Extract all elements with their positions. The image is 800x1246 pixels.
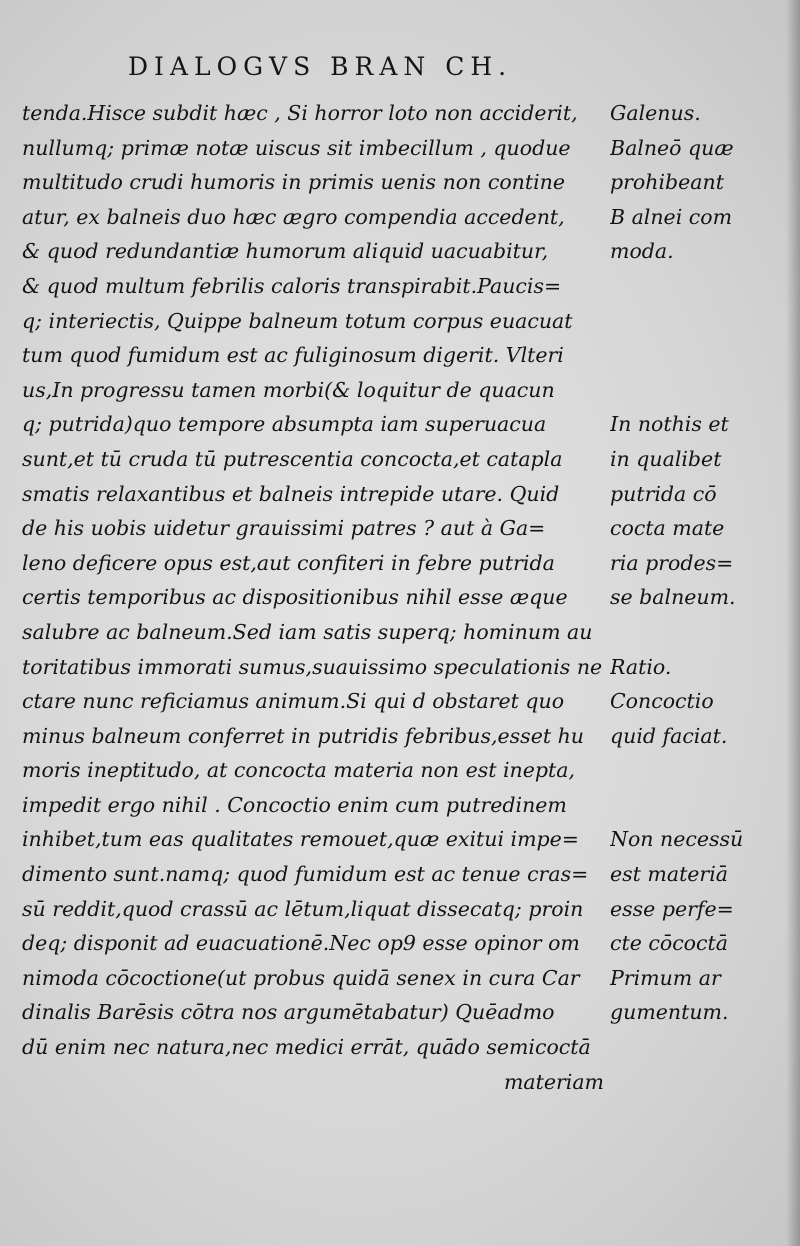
- text-line: inhibet,tum eas qualitates remouet,quæ exitui impe=: [22, 827, 579, 852]
- text-line: nimoda cōcoctione(ut probus quidā senex in cura Car: [22, 965, 580, 990]
- margin-note: Galenus.: [610, 101, 701, 125]
- margin-note: se balneum.: [610, 585, 736, 610]
- text-line: & quod multum febrilis caloris transpirabit.Paucis=: [22, 273, 562, 298]
- text-line: dinalis Barēsis cōtra nos argumētabatur) Quēadmo: [22, 1000, 555, 1025]
- margin-note: cte cōcoctā: [610, 931, 728, 956]
- margin-notes-column: [610, 96, 790, 1099]
- margin-note: esse perfe=: [610, 896, 734, 921]
- margin-note: est materiā: [610, 862, 729, 887]
- margin-note: In nothis et: [610, 412, 729, 437]
- text-line: tum quod fumidum est ac fuliginosum digerit. Vlteri: [22, 343, 564, 368]
- margin-note: Concoctio: [610, 689, 714, 714]
- text-line: atur, ex balneis duo hæc ægro compendia accedent,: [22, 204, 565, 229]
- text-line: deq; disponit ad euacuationē.Nec op9 esse opinor om: [22, 931, 580, 956]
- catchword: materiam: [503, 1069, 604, 1094]
- margin-note: [610, 788, 790, 823]
- margin-note: [610, 615, 790, 650]
- text-line: multitudo crudi humoris in primis uenis non contine: [22, 170, 566, 195]
- margin-note: Non necessū: [610, 827, 744, 852]
- text-line: tenda.Hisce subdit hæc , Si horror loto non acciderit,: [22, 101, 578, 125]
- margin-note: Primum ar: [610, 965, 721, 990]
- margin-note: putrida cō: [610, 481, 717, 506]
- text-line: ctare nunc reficiamus animum.Si qui d obstaret quo: [22, 689, 565, 714]
- text-line: dimento sunt.namq; quod fumidum est ac tenue cras=: [22, 862, 589, 887]
- margin-note: prohibeant: [610, 170, 724, 195]
- margin-note: cocta mate: [610, 516, 725, 541]
- text-line: us,In progressu tamen morbi(& loquitur de quacun: [22, 377, 555, 402]
- text-line: moris ineptitudo, at concocta materia non est inepta,: [22, 758, 575, 783]
- margin-note: moda.: [610, 239, 674, 264]
- margin-note: [610, 1030, 790, 1065]
- text-line: minus balneum conferret in putridis febribus,esset hu: [22, 723, 584, 748]
- margin-note: [610, 1065, 790, 1100]
- margin-note: quid faciat.: [610, 723, 728, 748]
- margin-note: [610, 269, 790, 304]
- margin-note: [610, 753, 790, 788]
- text-line: dū enim nec natura,nec medici errāt, quādo semicoctā: [22, 1035, 591, 1060]
- margin-note: Ratio.: [610, 654, 672, 679]
- text-line: toritatibus immorati sumus,suauissimo speculationis ne: [22, 654, 603, 679]
- text-line: nullumq; primæ notæ uiscus sit imbecillum , quodue: [22, 135, 571, 160]
- margin-note: in qualibet: [610, 446, 722, 471]
- text-line: impedit ergo nihil . Concoctio enim cum putredinem: [22, 792, 567, 817]
- text-line: certis temporibus ac dispositionibus nihil esse æque: [22, 585, 568, 610]
- text-line: sū reddit,quod crassū ac lētum,liquat dissecatq; proin: [22, 896, 584, 921]
- text-line: & quod redundantiæ humorum aliquid uacuabitur,: [22, 239, 549, 264]
- margin-note: [610, 373, 790, 408]
- text-line: sunt,et tū cruda tū putrescentia concocta,et catapla: [22, 446, 563, 471]
- text-line: leno deficere opus est,aut confiteri in febre putrida: [22, 550, 555, 575]
- main-text-block: [22, 96, 604, 1099]
- text-line: smatis relaxantibus et balneis intrepide utare. Quid: [22, 481, 560, 506]
- text-line: q; putrida)quo tempore absumpta iam superuacua: [22, 412, 547, 437]
- margin-note: [610, 304, 790, 339]
- margin-note: gumentum.: [610, 1000, 729, 1025]
- text-line: salubre ac balneum.Sed iam satis superq; hominum au: [22, 619, 593, 644]
- margin-note: ria prodes=: [610, 550, 734, 575]
- margin-note: [610, 338, 790, 373]
- margin-note: Balneō quæ: [610, 135, 734, 160]
- running-header: DIALOGVS BRAN CH.: [128, 52, 513, 81]
- text-line: de his uobis uidetur grauissimi patres ? aut à Ga=: [22, 516, 546, 541]
- text-line: q; interiectis, Quippe balneum totum corpus euacuat: [22, 308, 573, 333]
- margin-note: B alnei com: [610, 204, 733, 229]
